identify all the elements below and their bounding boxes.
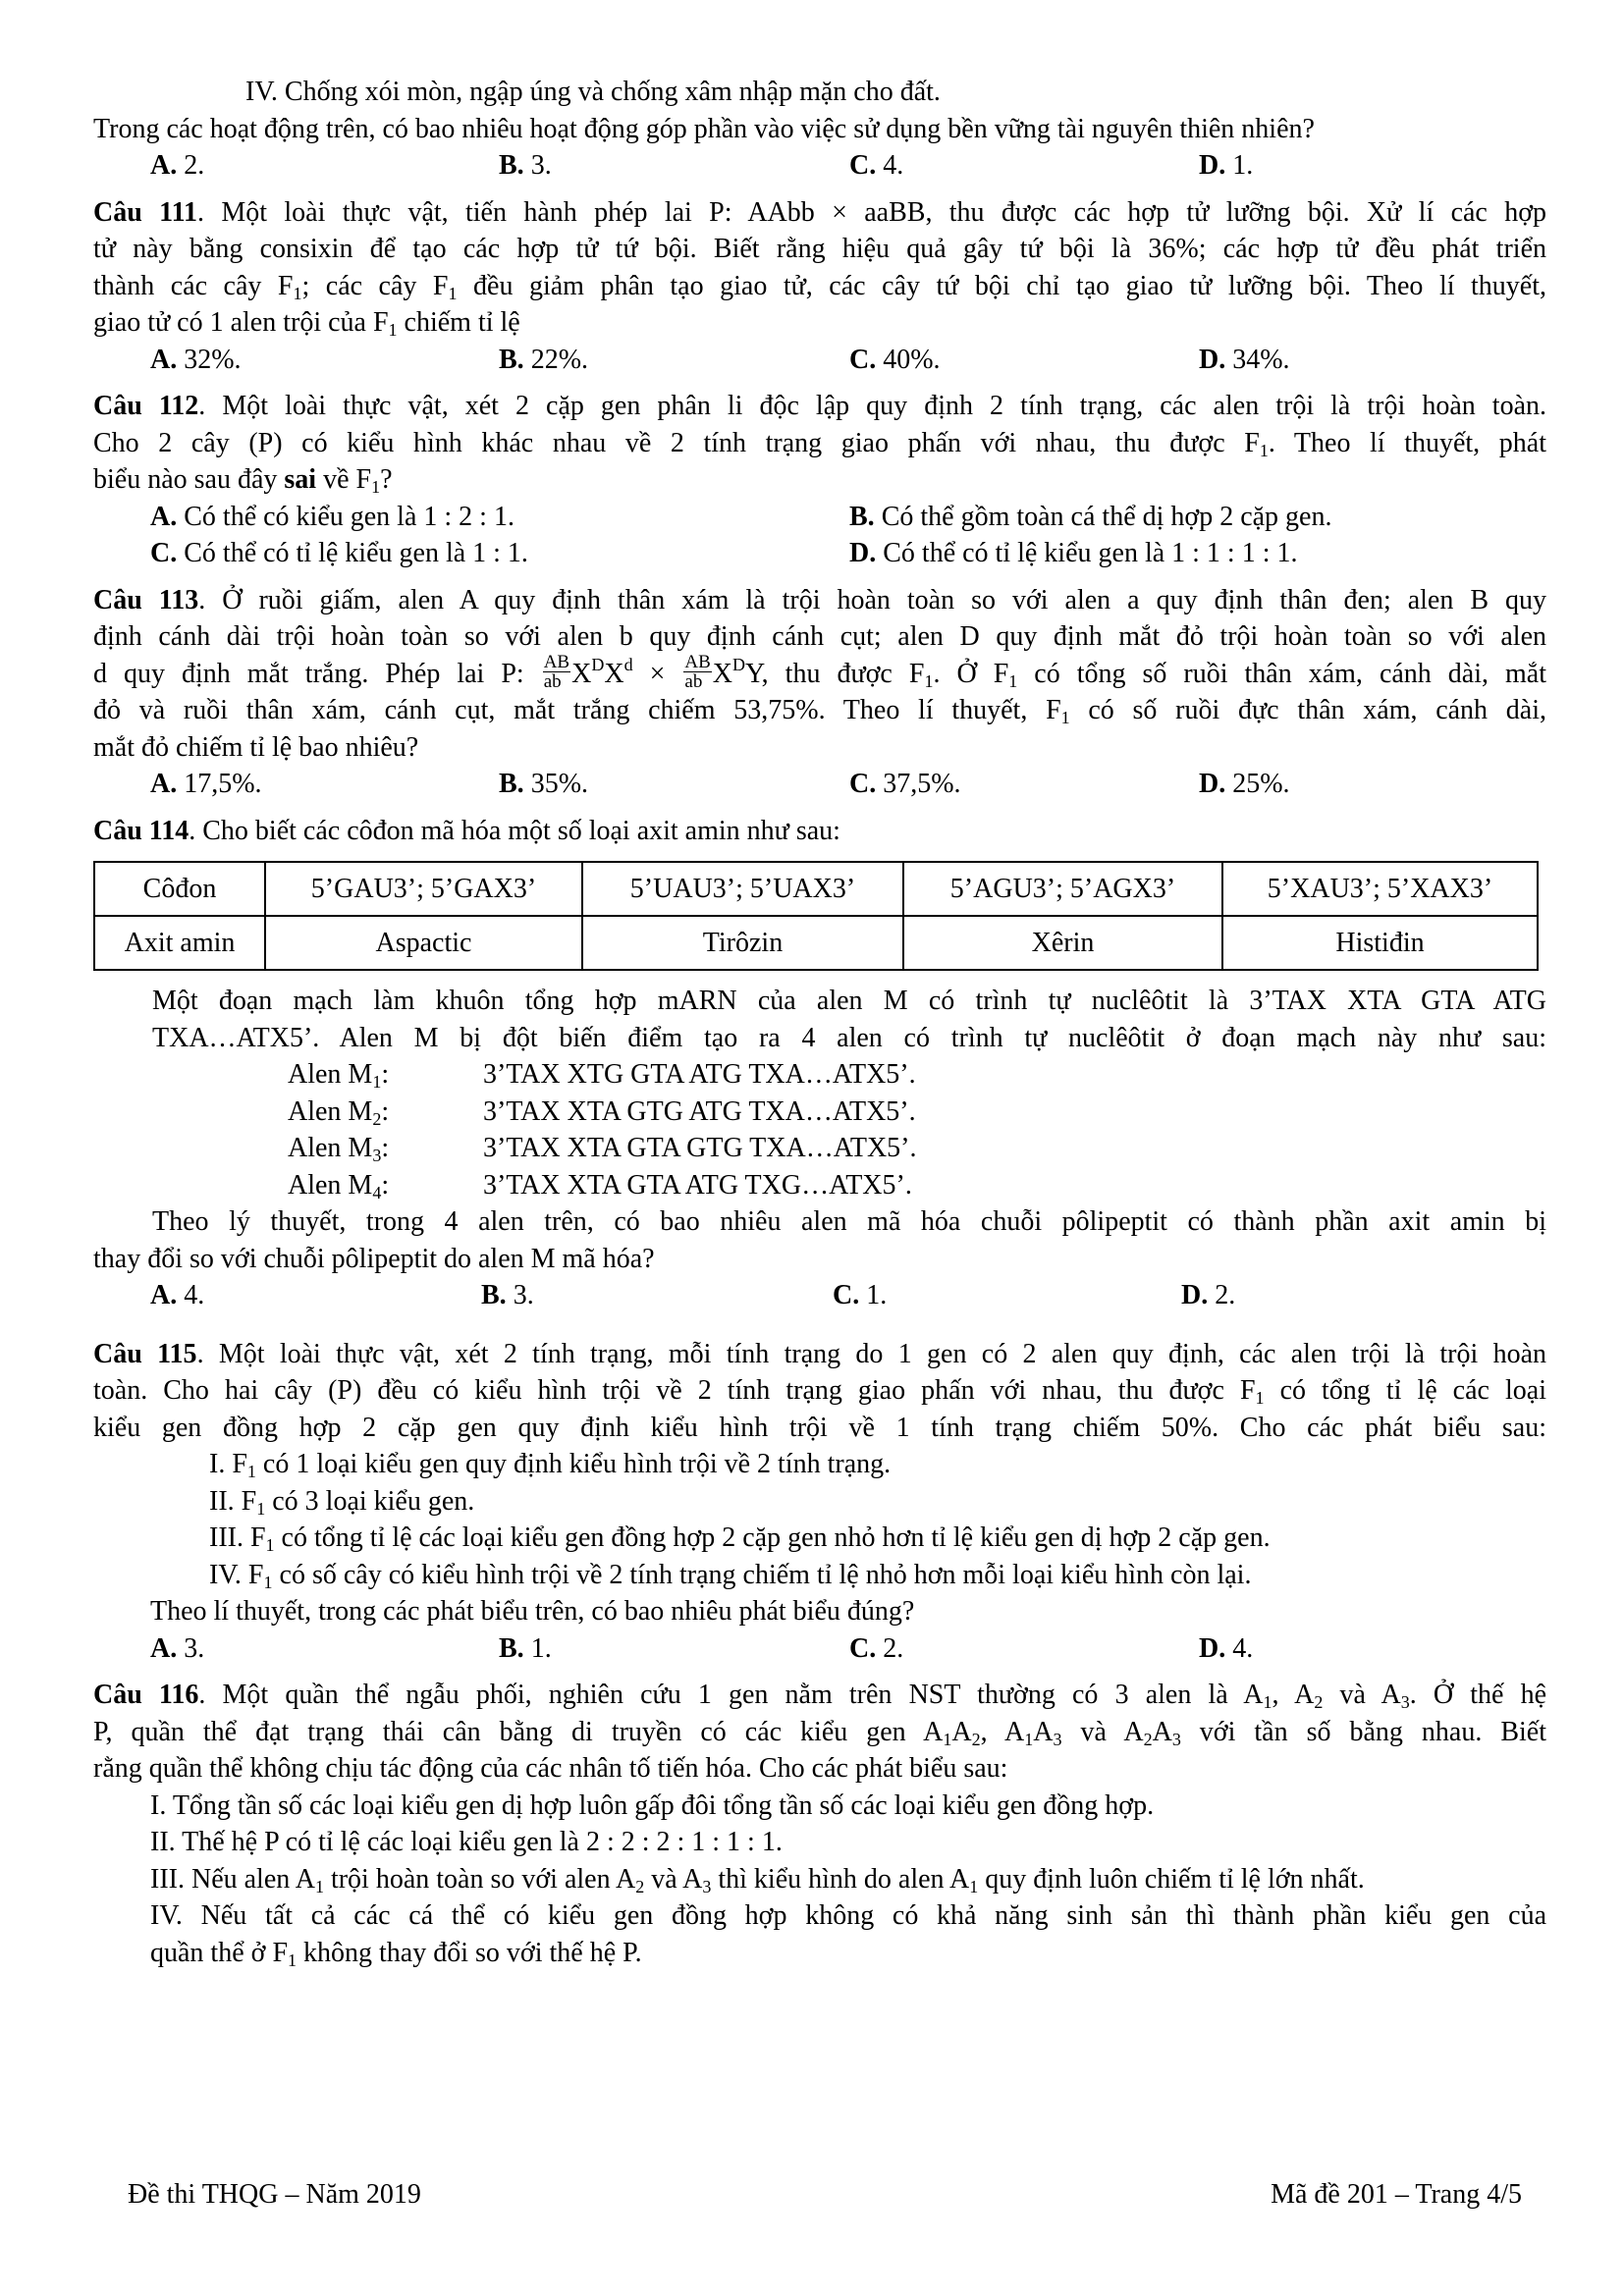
q113-options — [93, 766, 1546, 803]
exam-page — [93, 74, 1546, 1971]
table-cell: Xêrin — [903, 916, 1222, 970]
allele-sequence: 3’TAX XTA GTA GTG TXA…ATX5’. — [483, 1133, 917, 1163]
option-b: B. Có thể gồm toàn cá thể dị hợp 2 cặp gen. — [849, 501, 1332, 532]
q116-line3: rằng quần thể không chịu tác động của các nhân tố tiến hóa. Cho các phát biểu sau: — [93, 1753, 1008, 1784]
allele-name: Alen $M_1$: — [288, 1059, 390, 1092]
option-c: C. 4. — [849, 150, 904, 181]
option-a: A. 32%. — [150, 344, 242, 375]
question-label: Câu 111 — [93, 196, 198, 228]
table-cell: Histiđin — [1222, 916, 1538, 970]
q116-statement-1: I. Tổng tần số các loại kiểu gen dị hợp luôn gấp đôi tổng tần số các loại kiểu gen đồng hợp. — [150, 1789, 1155, 1821]
table-row — [94, 862, 1538, 916]
q112-line2: Cho 2 cây (P) có kiểu hình khác nhau về 2 tính trạng giao phấn với nhau, thu được $F_1$. Theo lí thuyết, phát — [93, 427, 1546, 460]
q115-line3: kiểu gen đồng hợp 2 cặp gen quy định kiểu hình trội về 1 tính trạng chiếm 50%. Cho các phát biểu sau: — [93, 1412, 1546, 1443]
q116-line2: P, quần thể đạt trạng thái cân bằng di truyền có các kiểu gen $A_1A_2$, $A_1A_3$ và $A_2A_3$ với tần số bằng nhau. Biết — [93, 1716, 1546, 1749]
q115-statement-1: I. $F_1$ có 1 loại kiểu gen quy định kiểu hình trội về 2 tính trạng. — [209, 1449, 892, 1481]
table-row — [94, 916, 1538, 970]
footer-exam-title: Đề thi THQG – Năm 2019 — [128, 2179, 421, 2210]
q111-line2: tử này bằng consixin để tạo các hợp tử tứ bội. Biết rằng hiệu quả gây tứ bội là 36%; các hợp tử đều phát triển — [93, 234, 1546, 264]
option-d: D. 2. — [1181, 1280, 1236, 1310]
q115-options — [93, 1630, 1546, 1668]
q115-line2: toàn. Cho hai cây (P) đều có kiểu hình trội về 2 tính trạng giao phấn với nhau, thu được $F_1$ có tổng tỉ lệ các loại — [93, 1375, 1546, 1408]
option-a: A. 17,5%. — [150, 769, 262, 799]
allele-name: Alen $M_4$: — [288, 1169, 390, 1202]
option-d: D. 1. — [1199, 150, 1254, 181]
q115-statement-3: III. $F_1$ có tổng tỉ lệ các loại kiểu gen đồng hợp 2 cặp gen nhỏ hơn tỉ lệ kiểu gen dị hợp 2 cặp gen. — [209, 1522, 1271, 1555]
allele-sequence: 3’TAX XTA GTG ATG TXA…ATX5’. — [483, 1095, 916, 1127]
option-c: C. Có thể có tỉ lệ kiểu gen là 1 : 1. — [150, 538, 528, 568]
q115-statement-4: IV. $F_1$ có số cây có kiểu hình trội về 2 tính trạng chiếm tỉ lệ nhỏ hơn mỗi loại kiểu hình còn lại. — [209, 1559, 1252, 1592]
table-cell: Aspactic — [265, 916, 582, 970]
option-c: C. 1. — [833, 1280, 888, 1310]
allele-name: Alen $M_3$: — [288, 1133, 390, 1165]
option-a: A. 4. — [150, 1280, 205, 1310]
genotype-fraction: $\frac{AB}{ab}$ — [543, 651, 570, 692]
q114-stem: Câu 114. Cho biết các côđon mã hóa một số loại axit amin như sau: — [93, 815, 840, 846]
option-a: A. 2. — [150, 150, 205, 181]
allele-sequence: 3’TAX XTA GTA ATG TXG…ATX5’. — [483, 1169, 912, 1201]
genotype-fraction: $\frac{AB}{ab}$ — [684, 651, 711, 692]
option-d: D. 4. — [1199, 1632, 1254, 1664]
q116-line1: Câu 116. Một quần thể ngẫu phối, nghiên cứu 1 gen nằm trên NST thường có 3 alen là $A_1$, $A_2$ và $A_3$. Ở thế hệ — [93, 1680, 1547, 1712]
q110-stem: Trong các hoạt động trên, có bao nhiêu hoạt động góp phần vào việc sử dụng bền vững tài nguyên thiên nhiên? — [93, 113, 1315, 144]
allele-sequence: 3’TAX XTG GTA ATG TXA…ATX5’. — [483, 1059, 916, 1090]
option-a: A. 3. — [150, 1632, 205, 1664]
q116-statement-3: III. Nếu alen $A_1$ trội hoàn toàn so với alen $A_2$ và $A_3$ thì kiểu hình do alen $A_1$ quy định luôn chiếm tỉ lệ lớn nhất. — [150, 1863, 1365, 1896]
q115-line1: Câu 115. Một loài thực vật, xét 2 tính trạng, mỗi tính trạng do 1 gen có 2 alen quy định, các alen trội là trội hoàn — [93, 1338, 1546, 1369]
q114-options — [93, 1277, 1546, 1314]
question-label: Câu 115 — [93, 1338, 197, 1369]
q110-options — [93, 147, 1546, 185]
q113-line5: mắt đỏ chiếm tỉ lệ bao nhiêu? — [93, 731, 419, 763]
q111-options — [93, 342, 1546, 379]
option-a: A. Có thể có kiểu gen là 1 : 2 : 1. — [150, 501, 514, 532]
question-111 — [93, 194, 1546, 379]
q113-line4: đỏ và ruồi thân xám, cánh cụt, mắt trắng chiếm 53,75%. Theo lí thuyết, $F_1$ có số ruồi đực thân xám, cánh dài, — [93, 695, 1546, 727]
allele-row — [93, 1094, 1546, 1131]
q114-para1-line2: TXA…ATX5’. Alen M bị đột biến điểm tạo ra 4 alen có trình tự nuclêôtit ở đoạn mạch này như sau: — [152, 1022, 1546, 1053]
q114-para2-line1: Theo lý thuyết, trong 4 alen trên, có bao nhiêu alen mã hóa chuỗi pôlipeptit có thành phần axit amin bị — [152, 1206, 1546, 1237]
option-b: B. 35%. — [499, 769, 589, 799]
q115-statement-2: II. $F_1$ có 3 loại kiểu gen. — [209, 1485, 475, 1519]
q112-line1: Câu 112. Một loài thực vật, xét 2 cặp gen phân li độc lập quy định 2 tính trạng, các alen trội là trội hoàn toàn. — [93, 391, 1546, 421]
allele-row — [93, 1056, 1546, 1094]
option-c: C. 37,5%. — [849, 769, 961, 799]
option-c: C. 2. — [849, 1632, 904, 1664]
question-label: Câu 113 — [93, 584, 199, 615]
option-b: B. 3. — [481, 1280, 534, 1310]
q114-para1-line1: Một đoạn mạch làm khuôn tổng hợp mARN của alen M có trình tự nuclêôtit là 3’TAX XTA GTA ATG — [152, 986, 1546, 1016]
q113-line2: định cánh dài trội hoàn toàn so với alen b quy định cánh cụt; alen D quy định mắt đỏ trội hoàn toàn so với alen — [93, 621, 1546, 652]
codon-table — [93, 861, 1539, 971]
question-114 — [93, 813, 1546, 1314]
q116-statement-4-line1: IV. Nếu tất cả các cá thể có kiểu gen đồng hợp không có khả năng sinh sản thì thành phần kiểu gen của — [150, 1900, 1546, 1931]
question-113 — [93, 582, 1546, 803]
option-b: B. 1. — [499, 1632, 552, 1664]
q111-line4: giao tử có 1 alen trội của $F_1$ chiếm tỉ lệ — [93, 307, 520, 340]
option-d: D. 34%. — [1199, 344, 1290, 375]
allele-row — [93, 1167, 1546, 1204]
question-115 — [93, 1336, 1546, 1668]
q112-options-row1 — [93, 499, 1546, 536]
q112-options-row2 — [93, 535, 1546, 572]
option-d: D. 25%. — [1199, 769, 1290, 799]
q115-question: Theo lí thuyết, trong các phát biểu trên, có bao nhiêu phát biểu đúng? — [150, 1596, 915, 1627]
table-header-cell: Axit amin — [94, 916, 265, 970]
allele-row — [93, 1130, 1546, 1167]
allele-name: Alen $M_2$: — [288, 1095, 390, 1129]
question-label: Câu 114 — [93, 815, 189, 846]
table-cell: 5’XAU3’; 5’XAX3’ — [1222, 862, 1538, 916]
q113-line1: Câu 113. Ở ruồi giấm, alen A quy định thân xám là trội hoàn toàn so với alen a quy định thân đen; alen B quy — [93, 584, 1547, 615]
q111-line3: thành các cây $F_1$; các cây $F_1$ đều giảm phân tạo giao tử, các cây tứ bội chỉ tạo giao tử lưỡng bội. Theo lí thuyết, — [93, 270, 1546, 303]
q113-line3: d quy định mắt trắng. Phép lai P: $\frac{AB}{ab}$ $X^DX^d$ × $\frac{AB}{ab}$ $X^DY$, thu được $F_1$. Ở $F_1$ có tổng số ruồi thân xám, cánh dài, mắt — [93, 651, 1547, 692]
option-b: B. 3. — [499, 150, 552, 181]
question-label: Câu 112 — [93, 391, 199, 421]
q116-statement-2: II. Thế hệ P có tỉ lệ các loại kiểu gen là 2 : 2 : 2 : 1 : 1 : 1. — [150, 1827, 783, 1857]
table-cell: 5’UAU3’; 5’UAX3’ — [582, 862, 903, 916]
option-c: C. 40%. — [849, 344, 941, 375]
table-header-cell: Côđon — [94, 862, 265, 916]
table-cell: 5’GAU3’; 5’GAX3’ — [265, 862, 582, 916]
table-cell: 5’AGU3’; 5’AGX3’ — [903, 862, 1222, 916]
question-116 — [93, 1677, 1546, 1971]
q112-line3: biểu nào sau đây sai về $F_1$? — [93, 464, 393, 497]
question-112 — [93, 388, 1546, 572]
q110-item-iv: IV. Chống xói mòn, ngập úng và chống xâm nhập mặn cho đất. — [245, 77, 941, 107]
question-label: Câu 116 — [93, 1680, 199, 1710]
footer-page-number: Mã đề 201 – Trang 4/5 — [1271, 2179, 1522, 2210]
table-cell: Tirôzin — [582, 916, 903, 970]
q114-para2-line2: thay đổi so với chuỗi pôlipeptit do alen M mã hóa? — [93, 1243, 655, 1274]
q111-line1: Câu 111. Một loài thực vật, tiến hành phép lai P: AAbb × aaBB, thu được các hợp tử lưỡng bội. Xử lí các hợp — [93, 196, 1546, 228]
option-b: B. 22%. — [499, 344, 589, 375]
page-footer — [128, 2179, 1522, 2218]
q116-statement-4-line2: quần thể ở $F_1$ không thay đổi so với thế hệ P. — [150, 1937, 642, 1970]
option-d: D. Có thể có tỉ lệ kiểu gen là 1 : 1 : 1 : 1. — [849, 538, 1298, 568]
